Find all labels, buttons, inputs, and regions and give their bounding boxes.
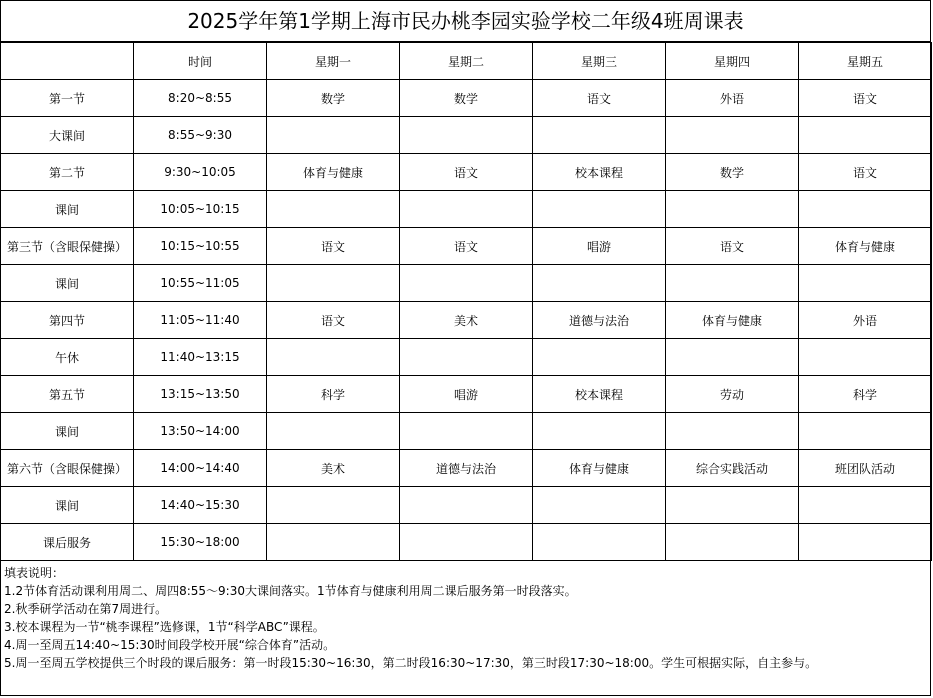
subject-cell [799, 117, 932, 154]
time-cell: 11:05~11:40 [134, 302, 267, 339]
header-cell-tuesday: 星期二 [400, 43, 533, 80]
table-row [1, 228, 932, 265]
time-cell: 11:40~13:15 [134, 339, 267, 376]
notes-section [1, 560, 930, 672]
subject-cell: 道德与法治 [533, 302, 666, 339]
subject-cell [400, 413, 533, 450]
table-row [1, 376, 932, 413]
subject-cell: 语文 [666, 228, 799, 265]
subject-cell [400, 191, 533, 228]
subject-cell: 语文 [799, 80, 932, 117]
subject-cell [400, 339, 533, 376]
table-row [1, 339, 932, 376]
subject-cell [799, 413, 932, 450]
subject-cell [533, 413, 666, 450]
subject-cell [799, 487, 932, 524]
subject-cell: 综合实践活动 [666, 450, 799, 487]
subject-cell: 科学 [267, 376, 400, 413]
subject-cell: 数学 [666, 154, 799, 191]
subject-cell [799, 265, 932, 302]
subject-cell: 外语 [799, 302, 932, 339]
time-cell: 10:05~10:15 [134, 191, 267, 228]
subject-cell: 校本课程 [533, 154, 666, 191]
note-line: 2.秋季研学活动在第7周进行。 [4, 602, 168, 616]
timetable [0, 42, 932, 561]
table-row [1, 450, 932, 487]
subject-cell: 美术 [400, 302, 533, 339]
table-row [1, 487, 932, 524]
period-cell: 第三节（含眼保健操） [1, 228, 134, 265]
time-cell: 10:15~10:55 [134, 228, 267, 265]
period-cell: 大课间 [1, 117, 134, 154]
table-row [1, 191, 932, 228]
subject-cell: 科学 [799, 376, 932, 413]
subject-cell [267, 487, 400, 524]
subject-cell [666, 524, 799, 561]
time-cell: 8:55~9:30 [134, 117, 267, 154]
time-cell: 13:15~13:50 [134, 376, 267, 413]
subject-cell: 语文 [267, 302, 400, 339]
time-cell: 14:40~15:30 [134, 487, 267, 524]
table-row [1, 524, 932, 561]
subject-cell [267, 265, 400, 302]
page-title: 2025学年第1学期上海市民办桃李园实验学校二年级4班周课表 [1, 1, 930, 42]
time-cell: 13:50~14:00 [134, 413, 267, 450]
subject-cell [533, 117, 666, 154]
table-row [1, 265, 932, 302]
table-row [1, 154, 932, 191]
subject-cell [666, 413, 799, 450]
subject-cell [400, 487, 533, 524]
note-line: 4.周一至周五14:40~15:30时间段学校开展“综合体育”活动。 [4, 638, 336, 652]
subject-cell [799, 339, 932, 376]
note-line: 5.周一至周五学校提供三个时段的课后服务：第一时段15:30~16:30，第二时段16:30~17:30，第三时段17:30~18:00。学生可根据实际，自主参与。 [4, 656, 818, 670]
period-cell: 第四节 [1, 302, 134, 339]
time-cell: 8:20~8:55 [134, 80, 267, 117]
header-cell-thursday: 星期四 [666, 43, 799, 80]
subject-cell: 校本课程 [533, 376, 666, 413]
subject-cell: 道德与法治 [400, 450, 533, 487]
subject-cell [666, 191, 799, 228]
subject-cell [400, 265, 533, 302]
period-cell: 第五节 [1, 376, 134, 413]
period-cell: 课间 [1, 265, 134, 302]
subject-cell [666, 487, 799, 524]
subject-cell [267, 339, 400, 376]
subject-cell: 唱游 [533, 228, 666, 265]
header-row [1, 43, 932, 80]
period-cell: 第六节（含眼保健操） [1, 450, 134, 487]
subject-cell [666, 265, 799, 302]
subject-cell [267, 413, 400, 450]
subject-cell [400, 524, 533, 561]
note-line: 1.2节体育活动课利用周二、周四8:55～9:30大课间落实。1节体育与健康利用周二课后服务第一时段落实。 [4, 584, 577, 598]
table-row [1, 413, 932, 450]
subject-cell: 体育与健康 [799, 228, 932, 265]
subject-cell: 体育与健康 [267, 154, 400, 191]
table-row [1, 80, 932, 117]
subject-cell: 班团队活动 [799, 450, 932, 487]
subject-cell [799, 191, 932, 228]
period-cell: 课间 [1, 487, 134, 524]
time-cell: 9:30~10:05 [134, 154, 267, 191]
subject-cell [267, 191, 400, 228]
table-row [1, 117, 932, 154]
subject-cell: 语文 [400, 154, 533, 191]
header-cell-time: 时间 [134, 43, 267, 80]
subject-cell [666, 339, 799, 376]
period-cell: 课后服务 [1, 524, 134, 561]
notes-heading: 填表说明： [4, 566, 65, 580]
subject-cell: 外语 [666, 80, 799, 117]
period-cell: 课间 [1, 191, 134, 228]
header-cell-wednesday: 星期三 [533, 43, 666, 80]
subject-cell: 唱游 [400, 376, 533, 413]
subject-cell: 语文 [267, 228, 400, 265]
subject-cell: 数学 [267, 80, 400, 117]
period-cell: 第二节 [1, 154, 134, 191]
subject-cell [666, 117, 799, 154]
subject-cell: 语文 [799, 154, 932, 191]
subject-cell: 美术 [267, 450, 400, 487]
time-cell: 10:55~11:05 [134, 265, 267, 302]
header-cell-monday: 星期一 [267, 43, 400, 80]
time-cell: 15:30~18:00 [134, 524, 267, 561]
subject-cell [533, 191, 666, 228]
subject-cell [267, 117, 400, 154]
period-cell: 课间 [1, 413, 134, 450]
subject-cell: 体育与健康 [533, 450, 666, 487]
subject-cell: 体育与健康 [666, 302, 799, 339]
subject-cell [533, 487, 666, 524]
table-row [1, 302, 932, 339]
period-cell: 午休 [1, 339, 134, 376]
subject-cell: 语文 [533, 80, 666, 117]
subject-cell [799, 524, 932, 561]
subject-cell [533, 265, 666, 302]
period-cell: 第一节 [1, 80, 134, 117]
subject-cell: 数学 [400, 80, 533, 117]
subject-cell: 语文 [400, 228, 533, 265]
header-cell [1, 43, 134, 80]
subject-cell [533, 339, 666, 376]
header-cell-friday: 星期五 [799, 43, 932, 80]
time-cell: 14:00~14:40 [134, 450, 267, 487]
note-line: 3.校本课程为一节“桃李课程”选修课，1节“科学ABC”课程。 [4, 620, 325, 634]
subject-cell [533, 524, 666, 561]
subject-cell [267, 524, 400, 561]
subject-cell: 劳动 [666, 376, 799, 413]
subject-cell [400, 117, 533, 154]
